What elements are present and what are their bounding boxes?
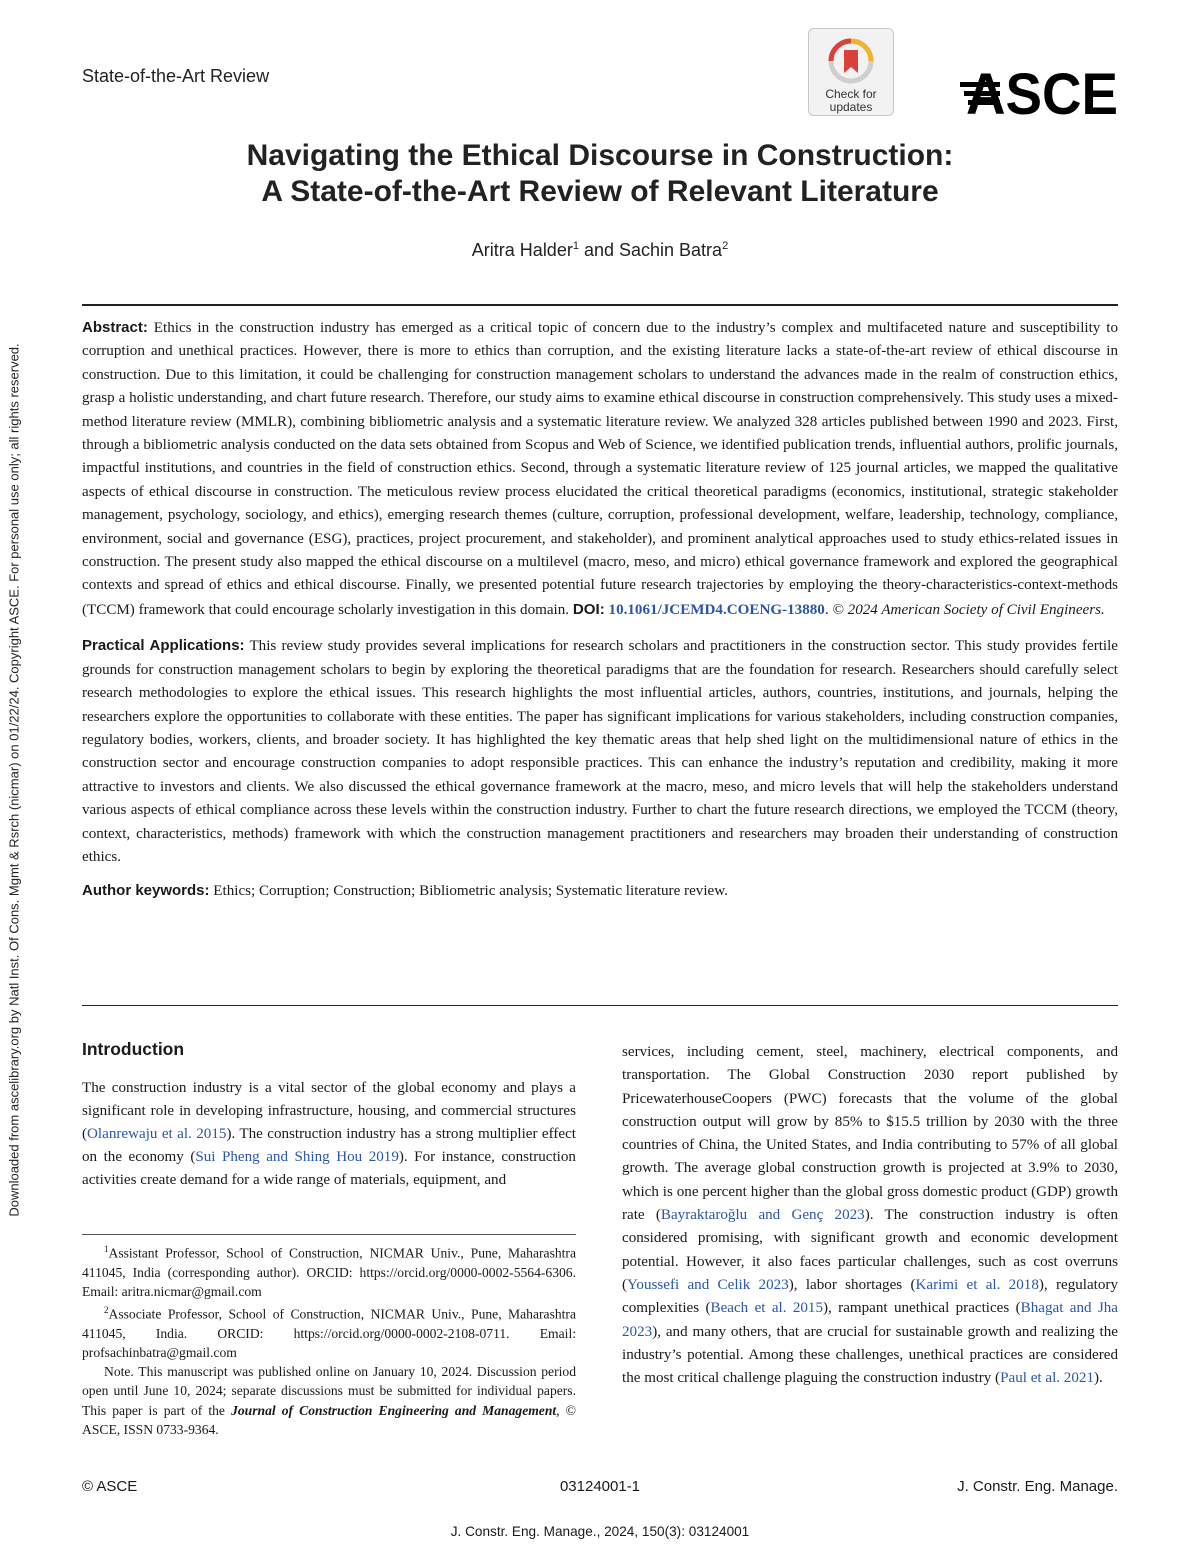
footnote-2-text: Associate Professor, School of Construction, NICMAR Univ., Pune, Maharashtra 411045, India. ORCID: https://orcid.org/0000-0002-2108-0711. Email: profsachinbatra@gmail.com bbox=[82, 1306, 576, 1361]
footnote-2 bbox=[82, 1301, 576, 1362]
right-text-3: ), labor shortages ( bbox=[788, 1276, 916, 1293]
keywords-text: Ethics; Corruption; Construction; Bibliometric analysis; Systematic literature review. bbox=[209, 883, 728, 900]
note-text-a: Note. This manuscript was published online on January 10, 2024. Discussion period open until June 10, 2024; separate discussions must be submitted for individual papers. This paper is part of the bbox=[82, 1364, 576, 1418]
check-for-updates-badge[interactable] bbox=[808, 28, 894, 116]
right-text-4: ), regulatory complexities ( bbox=[622, 1276, 1118, 1317]
intro-text-1: The construction industry is a vital sector of the global economy and plays a significant role in developing infrastructure, housing, and commercial structures ( bbox=[82, 1080, 576, 1142]
author-line bbox=[82, 240, 1118, 261]
citation-link[interactable]: Paul et al. 2021 bbox=[1000, 1370, 1094, 1387]
introduction-column bbox=[82, 1038, 576, 1192]
author-2: Sachin Batra bbox=[619, 240, 723, 260]
footnote-2-marker: 2 bbox=[104, 1305, 109, 1316]
introduction-paragraph bbox=[82, 1077, 576, 1192]
citation-link[interactable]: Beach et al. 2015 bbox=[710, 1300, 824, 1317]
section-rule bbox=[82, 1005, 1118, 1006]
footnotes bbox=[82, 1240, 576, 1439]
author-1: Aritra Halder bbox=[471, 240, 573, 260]
intro-text-2: ). The construction industry has a strong multiplier effect on the economy ( bbox=[82, 1126, 576, 1165]
section-label: State-of-the-Art Review bbox=[82, 66, 270, 86]
title-line-2: A State-of-the-Art Review of Relevant Literature bbox=[261, 175, 939, 208]
citation-link[interactable]: Olanrewaju et al. 2015 bbox=[87, 1126, 227, 1142]
publication-note bbox=[82, 1362, 576, 1439]
citation-link[interactable]: Sui Pheng and Shing Hou 2019 bbox=[195, 1149, 399, 1165]
abstract-paragraph: Abstract: Ethics in the construction industry has emerged as a critical topic of concern due to the industry’s complex and multifaceted nature and susceptibility to corruption and unethical practices. However, there is more to ethics than corruption, and the existing literature lacks a state-of-the-art review of ethical discourse in construction. Due to this limitation, it could be challenging for construction management scholars to understand the advances made in the realm of construction ethics, grasp a holistic understanding, and chart future research. Therefore, our study aims to examine ethical discourse in construction comprehensively. This study uses a mixed-method literature review (MMLR), combining bibliometric analysis and a systematic literature review. We analyzed 328 articles published between 1990 and 2023. First, through a bibliometric analysis conducted on the data sets obtained from Scopus and Web of Science, we identified publication trends, influential authors, prolific journals, impactful institutions, and countries in the field of construction ethics. Second, through a systematic literature review of 125 journal articles, we mapped the qualitative aspects of ethical discourse in construction. The meticulous review process elucidated the critical theoretical paradigms (economics, institutional, strategic stakeholder management, psychology, sociology, and ethics), emerging research themes (culture, corruption, professional development, welfare, leadership, technology, compliance, environment, social and governance (ESG), practices, project procurement, and stakeholder), and prominent analytical approaches used to study ethics-related issues in construction. The present study also mapped the ethical discourse on a multilevel (macro, meso, and micro) ethical governance framework and explored the geographical contexts and spread of ethics and ethical discourse. Finally, we presented potential future research trajectories by employing the theory-characteristics-context-methods (TCCM) framework that could encourage scholarly investigation in this domain. DOI: 10.1061/JCEMD4.COENG-13880. © 2024 American Society of Civil Engineers. bbox=[82, 319, 1118, 618]
download-notice-text: Downloaded from ascelibrary.org by Natl Inst. Of Cons. Mgmt & Rsrch (nicmar) on 01/22/24. Copyright ASCE. For personal use only; all rights reserved. bbox=[6, 343, 22, 1217]
download-notice bbox=[4, 290, 24, 1270]
top-rule bbox=[82, 304, 1118, 306]
paper-title bbox=[82, 138, 1118, 210]
note-text-b: , © ASCE, ISSN 0733-9364. bbox=[82, 1402, 576, 1437]
right-text-2: ). The construction industry is often considered promising, with significant growth and economic development potential. However, it also faces particular challenges, such as cost overruns ( bbox=[622, 1207, 1118, 1293]
footnote-1 bbox=[82, 1240, 576, 1301]
introduction-heading: Introduction bbox=[82, 1039, 185, 1059]
citation-link[interactable]: Bhagat and Jha 2023 bbox=[622, 1300, 1119, 1340]
journal-name: Journal of Construction Engineering and Management bbox=[231, 1402, 557, 1418]
footer-copyright: © ASCE bbox=[82, 1478, 138, 1495]
doi-link[interactable]: 10.1061/JCEMD4.COENG-13880 bbox=[608, 601, 825, 618]
footer-journal: J. Constr. Eng. Manage. bbox=[957, 1478, 1118, 1495]
keywords-paragraph bbox=[82, 879, 1118, 903]
right-text-6: ), and many others, that are crucial for sustainable growth and realizing the industry’s potential. Among these challenges, unethical practices are considered the most critical challenge plaguing the construction industry ( bbox=[622, 1323, 1118, 1387]
author-2-affiliation: 2 bbox=[722, 240, 729, 252]
badge-line-1: Check for bbox=[825, 87, 877, 101]
citation-line: J. Constr. Eng. Manage., 2024, 150(3): 03124001 bbox=[450, 1524, 750, 1539]
author-conjunction: and bbox=[578, 240, 619, 260]
practical-applications-paragraph bbox=[82, 634, 1118, 869]
footnote-1-marker: 1 bbox=[104, 1244, 109, 1254]
citation-link[interactable]: Karimi et al. 2018 bbox=[915, 1276, 1039, 1293]
practical-applications-text: This review study provides several implications for research scholars and practitioners in the construction sector. This study provides fertile grounds for construction management scholars to begin by exploring the theoretical paradigms that are the foundation for research. Researchers should carefully select research methodologies to explore the ethical issues. This research highlights the most influential articles, authors, countries, institutions, and journals, helping the researchers explore the opportunities to collaborate with these entities. The paper has significant implications for various stakeholders, including construction companies, regulatory bodies, workers, clients, and broader society. It has highlighted the key thematic areas that help shed light on the multidimensional nature of ethics in the construction sector and encourage construction companies to adopt responsible practices. This can enhance the industry’s reputation and credibility, making it more attractive to investors and clients. We also discussed the ethical governance framework at the macro, meso, and micro levels that will help the stakeholders understand various aspects of ethical compliance across these levels within the construction industry. Further to chart the future research directions, we employed the TCCM (theory, context, characteristics, methods) framework with which the construction management practitioners and researchers may broaden their understanding of construction ethics. bbox=[82, 638, 1119, 865]
abstract-text: Ethics in the construction industry has emerged as a critical topic of concern due to the industry’s complex and multifaceted nature and susceptibility to corruption and unethical practices. However, there is more to ethics than corruption, and the existing literature lacks a state-of-the-art review of ethical discourse in construction. Due to this limitation, it could be challenging for construction management scholars to understand the advances made in the realm of construction ethics, grasp a holistic understanding, and chart future research. Therefore, our study aims to examine ethical discourse in construction comprehensively. This study uses a mixed-method literature review (MMLR), combining bibliometric analysis and a systematic literature review. We analyzed 328 articles published between 1990 and 2023. First, through a bibliometric analysis conducted on the data sets obtained from Scopus and Web of Science, we identified publication trends, influential authors, prolific journals, impactful institutions, and countries in the field of construction ethics. Second, through a systematic literature review of 125 journal articles, we mapped the qualitative aspects of ethical discourse in construction. The meticulous review process elucidated the critical theoretical paradigms (economics, institutional, strategic stakeholder management, psychology, sociology, and ethics), emerging research themes (culture, corruption, professional development, welfare, leadership, technology, compliance, environment, social and governance (ESG), practices, project procurement, and stakeholder), and prominent analytical approaches used to study ethics-related issues in construction. The present study also mapped the ethical discourse on a multilevel (macro, meso, and micro) ethical governance framework and explored the geographical contexts and spread of ethics and ethical discourse. Finally, we presented potential future research trajectories by employing the theory-characteristics-context-methods (TCCM) framework that could encourage scholarly investigation in this domain. bbox=[82, 320, 1118, 618]
author-1-affiliation: 1 bbox=[572, 240, 579, 252]
asce-logo bbox=[960, 60, 1120, 124]
keywords-label: Author keywords: bbox=[82, 882, 210, 900]
right-text-7: ). bbox=[1094, 1370, 1103, 1387]
footnote-1-text: Assistant Professor, School of Construction, NICMAR Univ., Pune, Maharashtra 411045, India (corresponding author). ORCID: https://orcid.org/0000-0002-5564-6306. Email: aritra.nicmar@gmail.com bbox=[82, 1245, 576, 1299]
title-line-1: Navigating the Ethical Discourse in Construction: bbox=[246, 139, 954, 172]
update-bookmark-icon bbox=[828, 38, 874, 84]
abstract-label: Abstract: bbox=[82, 319, 148, 336]
right-column-paragraph bbox=[622, 1041, 1118, 1390]
asce-logo-text: ASCE bbox=[966, 62, 1118, 124]
intro-text-3: ). For instance, construction activities create demand for a wide range of materials, equipment, and bbox=[82, 1149, 576, 1188]
abstract-copyright: © 2024 American Society of Civil Engineers. bbox=[832, 601, 1105, 618]
citation-link[interactable]: Bayraktaroğlu and Genç 2023 bbox=[660, 1207, 865, 1224]
citation-link[interactable]: Youssefi and Celik 2023 bbox=[627, 1276, 789, 1293]
doi-label: DOI: bbox=[572, 600, 605, 618]
footnote-rule bbox=[82, 1234, 576, 1235]
right-column bbox=[622, 1041, 1118, 1390]
badge-line-2: updates bbox=[829, 100, 873, 114]
footer-page-id: 03124001-1 bbox=[559, 1478, 641, 1495]
right-text-5: ), rampant unethical practices ( bbox=[823, 1300, 1021, 1317]
abstract-section bbox=[82, 316, 1118, 916]
practical-applications-label: Practical Applications: bbox=[82, 637, 245, 655]
right-text-1: services, including cement, steel, machinery, electrical components, and transportation. The Global Construction 2030 report published by PricewaterhouseCoopers (PWC) forecasts that the volume of the global construction output will grow by 85% to $15.5 trillion by 2030 with the three countries of China, the United States, and India contributing to 57% of all global growth. The average global construction growth is projected at 3.9% to 2030, which is one percent higher than the global gross domestic product (GDP) growth rate ( bbox=[622, 1044, 1118, 1224]
